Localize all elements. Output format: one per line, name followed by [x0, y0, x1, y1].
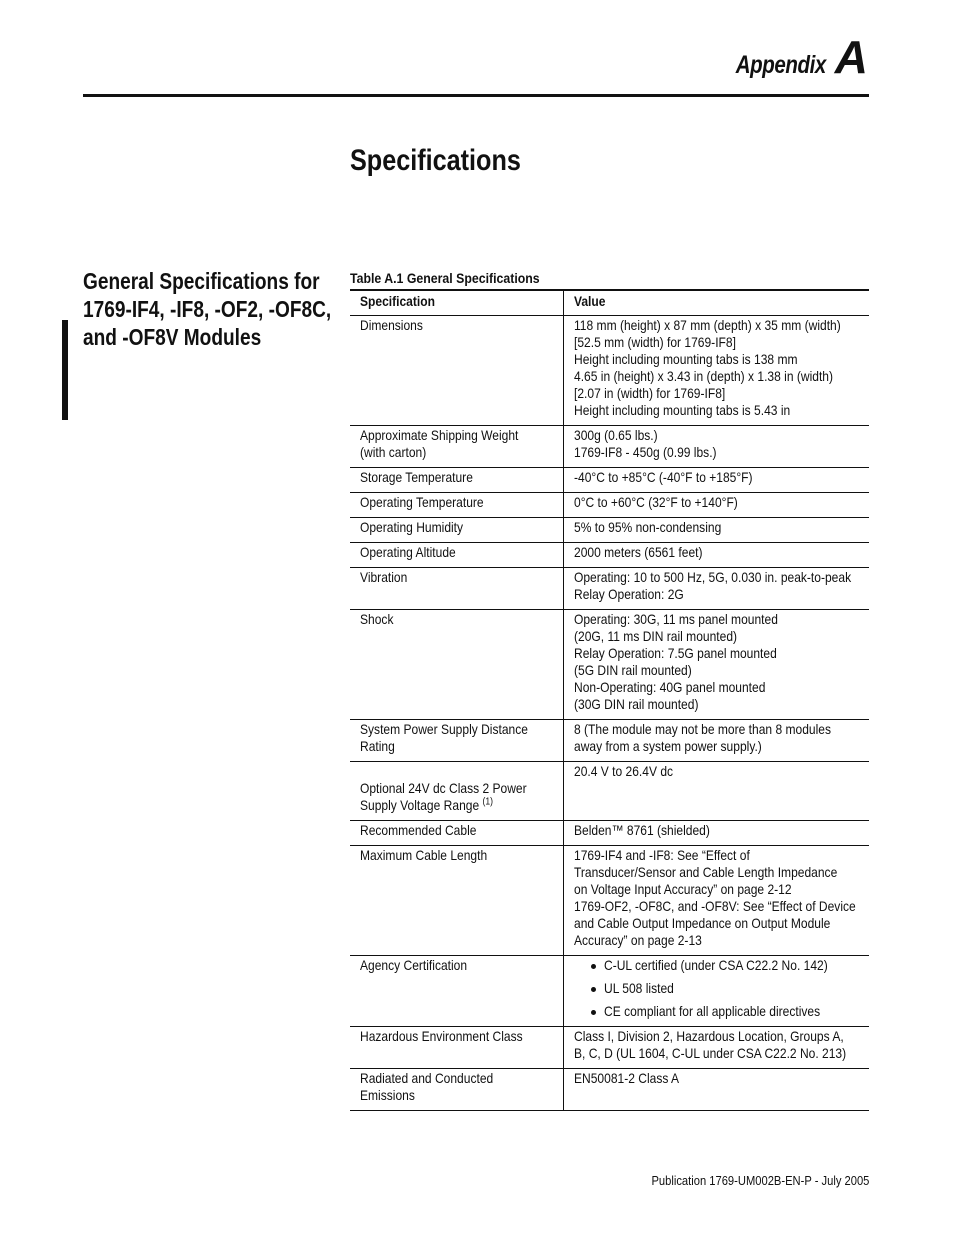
- table-row: [350, 1069, 869, 1111]
- table-row: [350, 518, 869, 543]
- appendix-letter: A: [834, 31, 868, 83]
- table-row: [350, 493, 869, 518]
- certification-list: [574, 957, 866, 1020]
- appendix-label: Appendix: [736, 51, 827, 79]
- table-row: [350, 568, 869, 610]
- table-row: [350, 720, 869, 762]
- table-row: [350, 543, 869, 568]
- spec-cell: Radiated and Conducted Emissions: [350, 1069, 563, 1111]
- footnote-reference: (1): [482, 796, 494, 808]
- spec-text: Optional 24V dc Class 2 Power: [360, 780, 527, 796]
- table-row: [350, 426, 869, 468]
- spec-cell: Dimensions: [350, 316, 563, 426]
- list-item: UL 508 listed: [604, 980, 866, 997]
- section-heading-line: General Specifications for: [83, 268, 320, 294]
- column-header-value: Value: [563, 290, 869, 316]
- spec-cell: Operating Temperature: [350, 493, 563, 518]
- spec-cell: Agency Certification: [350, 956, 563, 1027]
- value-cell: 118 mm (height) x 87 mm (depth) x 35 mm (width) [52.5 mm (width) for 1769-IF8] Height including mounting tabs is 138 mm 4.65 in (height) x 3.43 in (depth) x 1.38 in (width) [2.07 in (width) for 1769-IF8] Height including mounting tabs is 5.43 in: [563, 316, 869, 426]
- list-item: CE compliant for all applicable directives: [604, 1003, 866, 1020]
- value-cell: 300g (0.65 lbs.) 1769-IF8 - 450g (0.99 lbs.): [563, 426, 869, 468]
- value-cell: 0°C to +60°C (32°F to +140°F): [563, 493, 869, 518]
- list-item: C-UL certified (under CSA C22.2 No. 142): [604, 957, 866, 974]
- spec-cell: Storage Temperature: [350, 468, 563, 493]
- spec-cell: Hazardous Environment Class: [350, 1027, 563, 1069]
- table-row: [350, 956, 869, 1027]
- table-caption: Table A.1 General Specifications: [350, 270, 540, 286]
- value-cell: Class I, Division 2, Hazardous Location, Groups A, B, C, D (UL 1604, C-UL under CSA C22.2 No. 213): [563, 1027, 869, 1069]
- table-row: [350, 1027, 869, 1069]
- value-cell: EN50081-2 Class A: [563, 1069, 869, 1111]
- table-row: [350, 468, 869, 493]
- value-cell: 8 (The module may not be more than 8 modules away from a system power supply.): [563, 720, 869, 762]
- spec-cell: Operating Humidity: [350, 518, 563, 543]
- bullet-icon: [591, 964, 596, 969]
- section-heading-line: and -OF8V Modules: [83, 324, 262, 350]
- spec-cell: Shock: [350, 610, 563, 720]
- spec-cell: System Power Supply Distance Rating: [350, 720, 563, 762]
- column-header-specification: Specification: [350, 290, 563, 316]
- value-cell: 5% to 95% non-condensing: [563, 518, 869, 543]
- table-row: [350, 846, 869, 956]
- publication-footer: Publication 1769-UM002B-EN-P - July 2005: [651, 1173, 869, 1188]
- value-cell: 1769-IF4 and -IF8: See “Effect of Transducer/Sensor and Cable Length Impedance on Voltage Input Accuracy” on page 2-12 1769-OF2, -OF8C, and -OF8V: See “Effect of Device and Cable Output Impedance on Output Module Accuracy” on page 2-13: [563, 846, 869, 956]
- table-row: [350, 316, 869, 426]
- table-header-row: [350, 290, 869, 316]
- value-cell: 2000 meters (6561 feet): [563, 543, 869, 568]
- spec-cell: Recommended Cable: [350, 821, 563, 846]
- value-cell: Operating: 30G, 11 ms panel mounted (20G, 11 ms DIN rail mounted) Relay Operation: 7.5G panel mounted (5G DIN rail mounted) Non-Operating: 40G panel mounted (30G DIN rail mounted): [563, 610, 869, 720]
- spec-cell: Maximum Cable Length: [350, 846, 563, 956]
- value-cell: 20.4 V to 26.4V dc: [563, 762, 869, 821]
- bullet-icon: [591, 987, 596, 992]
- table-row: [350, 610, 869, 720]
- specifications-table: [350, 289, 869, 1111]
- table-row: [350, 762, 869, 821]
- appendix-header: [716, 30, 868, 84]
- value-cell: [563, 956, 869, 1027]
- spec-cell: [350, 762, 563, 821]
- bullet-icon: [591, 1010, 596, 1015]
- spec-text: Supply Voltage Range: [360, 797, 480, 813]
- spec-cell: Operating Altitude: [350, 543, 563, 568]
- section-heading: [83, 267, 331, 351]
- spec-cell: Approximate Shipping Weight (with carton): [350, 426, 563, 468]
- value-cell: -40°C to +85°C (-40°F to +185°F): [563, 468, 869, 493]
- page-title: Specifications: [350, 144, 521, 177]
- section-heading-line: 1769-IF4, -IF8, -OF2, -OF8C,: [83, 296, 332, 322]
- header-rule: [83, 94, 869, 97]
- value-cell: Operating: 10 to 500 Hz, 5G, 0.030 in. peak-to-peak Relay Operation: 2G: [563, 568, 869, 610]
- table-row: [350, 821, 869, 846]
- spec-cell: Vibration: [350, 568, 563, 610]
- change-bar: [62, 320, 68, 420]
- value-cell: Belden™ 8761 (shielded): [563, 821, 869, 846]
